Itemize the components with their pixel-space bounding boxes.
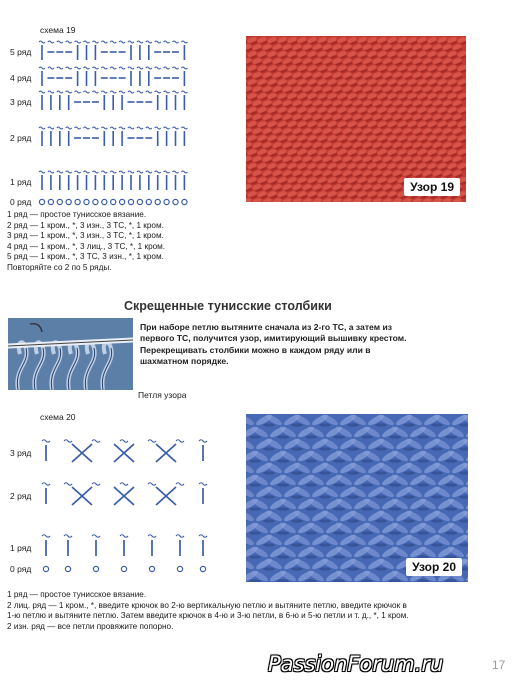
stitch-loop (182, 199, 187, 204)
row-wave (42, 535, 207, 538)
row-label: 2 ряд (10, 491, 32, 501)
stitch-loop (84, 199, 89, 204)
row-label: 2 ряд (10, 133, 32, 143)
stitch-loop (200, 566, 205, 571)
stitch-loop (111, 199, 116, 204)
row-wave (39, 171, 187, 173)
pattern20-swatch (246, 414, 468, 582)
instruction-line: 2 изн. ряд — все петли провяжите попорно. (7, 621, 174, 631)
scheme19-title: схема 19 (40, 25, 76, 35)
row-label: 5 ряд (10, 47, 32, 57)
section-heading: Скрещенные тунисские столбики (124, 299, 332, 313)
instruction-line: 1 ряд — простое тунисское вязание. (7, 590, 147, 599)
instruction-line: Повторяйте со 2 по 5 ряды. (7, 262, 112, 272)
pattern20-label: Узор 20 (406, 558, 462, 576)
pattern19-label: Узор 19 (404, 178, 460, 196)
instruction-line: 4 ряд — 1 кром., *, 3 лиц., 3 ТС, *, 1 кром. (7, 241, 166, 251)
intro-line: Перекрещивать столбики можно в каждом ряду или в (140, 344, 371, 355)
scheme19-instructions (7, 210, 165, 274)
stitch-loop (65, 566, 70, 571)
row-wave (39, 67, 187, 69)
stitch-loop (121, 566, 126, 571)
instruction-line: 3 ряд — 1 кром., *, 3 изн., 3 ТС, *, 1 кром. (7, 231, 164, 241)
stitch-loop (155, 199, 160, 204)
stitch-loop (146, 199, 151, 204)
stitch-loop (93, 199, 98, 204)
illustration-caption: Петля узора (138, 390, 187, 400)
pattern20-photo (246, 414, 468, 582)
pattern19-swatch (246, 36, 466, 202)
stitch-loop (149, 566, 154, 571)
row-label: 1 ряд (10, 543, 32, 553)
row-label: 4 ряд (10, 73, 32, 83)
scheme19-chart (0, 30, 200, 210)
instruction-line: 2 ряд — 1 кром., *, 3 изн., 3 ТС, *, 1 кром. (7, 220, 164, 230)
scheme20-chart (0, 420, 215, 580)
row-wave (39, 41, 187, 43)
scheme20-instructions (7, 590, 409, 632)
row-label: 0 ряд (10, 197, 32, 207)
row-wave (42, 483, 207, 486)
stitch-loop (137, 199, 142, 204)
stitch-loop (164, 199, 169, 204)
intro-line: шахматном порядке. (140, 356, 229, 367)
stitch-loop (102, 199, 107, 204)
intro-line: При наборе петлю вытяните сначала из 2-го ТС, а затем из (140, 322, 393, 332)
stitch-loop (57, 199, 62, 204)
row-wave (42, 440, 207, 443)
section-intro (140, 322, 407, 368)
stitch-loop (43, 566, 48, 571)
stitch-loop (39, 199, 44, 204)
loop-illustration (8, 318, 133, 390)
yarn-loops (17, 342, 111, 390)
stitch-loop (173, 199, 178, 204)
row-label: 3 ряд (10, 448, 32, 458)
stitch-loop (177, 566, 182, 571)
stitch-loop (128, 199, 133, 204)
instruction-line: 5 ряд — 1 кром., *, 3 ТС, 3 изн., *, 1 кром. (7, 252, 164, 262)
stitch-loop (120, 199, 125, 204)
stitch-loop (48, 199, 53, 204)
stitch-loop (93, 566, 98, 571)
stitch-loop (66, 199, 71, 204)
loop-illustration-drawing (8, 318, 133, 390)
instruction-line: 1-ю петлю и вытяните петлю. Затем введите крючок в 4-ю и 3-ю петли, в 6-ю и 5-ю петли и т. д., *, 1 кром. (7, 611, 409, 621)
instruction-line: 2 лиц. ряд — 1 кром., *, введите крючок во 2-ю вертикальную петлю и вытяните петлю, введите крючок в (7, 600, 407, 610)
row-wave (39, 127, 187, 129)
row-label: 0 ряд (10, 564, 32, 574)
row-wave (39, 91, 187, 93)
stitch-loop (75, 199, 80, 204)
direction-arrow (30, 324, 42, 332)
scheme20-title: схема 20 (40, 412, 76, 422)
row-label: 3 ряд (10, 97, 32, 107)
watermark: PassionForum.ru (268, 652, 444, 676)
intro-line: первого ТС, получится узор, имитирующий вышивку крестом. (140, 333, 407, 344)
instruction-line: 1 ряд — простое тунисское вязание. (7, 210, 147, 219)
row-label: 1 ряд (10, 177, 32, 187)
page-number: 17 (492, 658, 506, 672)
